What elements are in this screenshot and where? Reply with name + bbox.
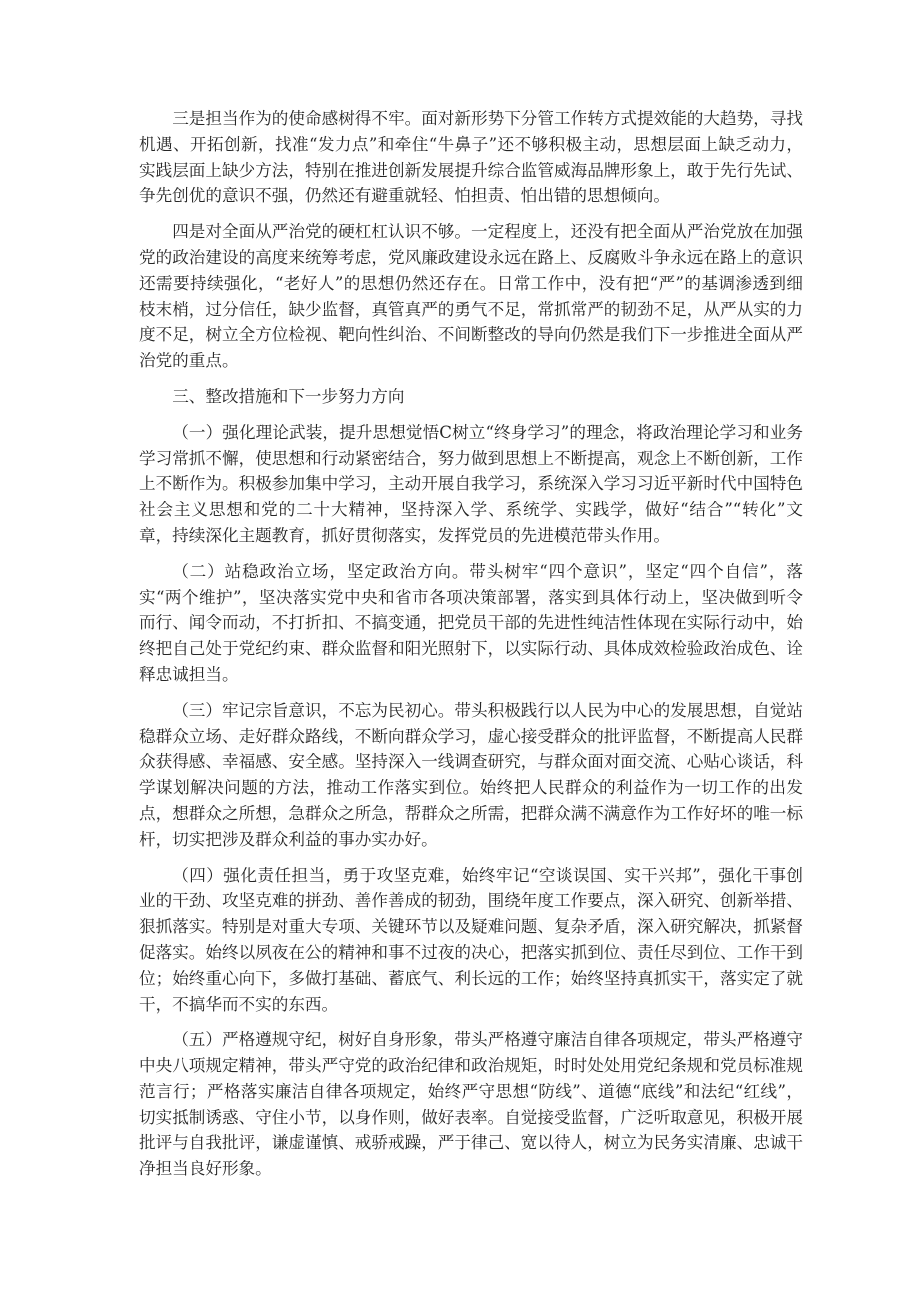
measure-paragraph-2: （二）站稳政治立场，坚定政治方向。带头树牢“四个意识”，坚定“四个自信”，落实“两个维护”，坚决落实党中央和省市各项决策部署，落实到具体行动上，坚决做到听令而行、闻令而动，不打折扣、不搞变通，把党员干部的先进性纯洁性体现在实际行动中，始终把自己处于党纪约束、群众监督和阳光照射下，以实际行动、具体成效检验政治成色、诠释忠诚担当。 xyxy=(139,561,803,684)
section-heading: 三、整改措施和下一步努力方向 xyxy=(172,386,405,406)
measure-paragraph-1: （一）强化理论武装，提升思想觉悟C树立“终身学习”的理念，将政治理论学习和业务学习常抓不懈，使思想和行动紧密结合，努力做到思想上不断提高，观念上不断创新，工作上不断作为。积极参加集中学习，主动开展自我学习，系统深入学习习近平新时代中国特色社会主义思想和党的二十大精神，坚持深入学、系统学、实践学，做好“结合”“转化”文章，持续深化主题教育，抓好贯彻落实，发挥党员的先进模范带头作用。 xyxy=(139,422,803,545)
paragraph-responsibility: 三是担当作为的使命感树得不牢。面对新形势下分管工作转方式提效能的大趋势，寻找机遇、开拓创新，找准“发力点”和牵住“牛鼻子”还不够积极主动，思想层面上缺乏动力，实践层面上缺少方法，特别在推进创新发展提升综合监管威海品牌形象上，敢于先行先试、争先创优的意识不强，仍然还有避重就轻、怕担责、怕出错的思想倾向。 xyxy=(139,109,803,206)
paragraph-party-discipline: 四是对全面从严治党的硬杠杠认识不够。一定程度上，还没有把全面从严治党放在加强党的政治建设的高度来统筹考虑，党风廉政建设永远在路上、反腐败斗争永远在路上的意识还需要持续强化，“老好人”的思想仍然还存在。日常工作中，没有把“严”的基调渗透到细枝末梢，过分信任，缺少监督，真管真严的勇气不足，常抓常严的韧劲不足，从严从实的力度不足，树立全方位检视、靶向性纠治、不间断整改的导向仍然是我们下一步推进全面从严治党的重点。 xyxy=(139,222,803,371)
document-body xyxy=(139,106,803,1192)
measure-paragraph-4: （四）强化责任担当，勇于攻坚克难，始终牢记“空谈误国、实干兴邦”，强化干事创业的干劲、攻坚克难的拼劲、善作善成的韧劲，围绕年度工作要点，深入研究、创新举措、狠抓落实。特别是对重大专项、关键环节以及疑难问题、复杂矛盾，深入研究解决，抓紧督促落实。始终以夙夜在公的精神和事不过夜的决心，把落实抓到位、责任尽到位、工作干到位；始终重心向下，多做打基础、蓄底气、利长远的工作；始终坚持真抓实干，落实定了就干，不搞华而不实的东西。 xyxy=(139,865,803,1014)
measure-paragraph-3: （三）牢记宗旨意识，不忘为民初心。带头积极践行以人民为中心的发展思想，自觉站稳群众立场、走好群众路线，不断向群众学习，虚心接受群众的批评监督，不断提高人民群众获得感、幸福感、安全感。坚持深入一线调查研究，与群众面对面交流、心贴心谈话，科学谋划解决问题的方法，推动工作落实到位。始终把人民群众的利益作为一切工作的出发点，想群众之所想，急群众之所急，帮群众之所需，把群众满不满意作为工作好坏的唯一标杆，切实把涉及群众利益的事办实办好。 xyxy=(139,700,803,849)
measure-paragraph-5: （五）严格遵规守纪，树好自身形象，带头严格遵守廉洁自律各项规定，带头严格遵守中央八项规定精神，带头严守党的政治纪律和政治规矩，时时处处用党纪条规和党员标准规范言行；严格落实廉洁自律各项规定，始终严守思想“防线”、道德“底线”和法纪“红线”，切实抵制诱惑、守住小节，以身作则，做好表率。自觉接受监督，广泛听取意见，积极开展批评与自我批评，谦虚谨慎、戒骄戒躁，严于律己、宽以待人，树立为民务实清廉、忠诚干净担当良好形象。 xyxy=(139,1030,803,1179)
